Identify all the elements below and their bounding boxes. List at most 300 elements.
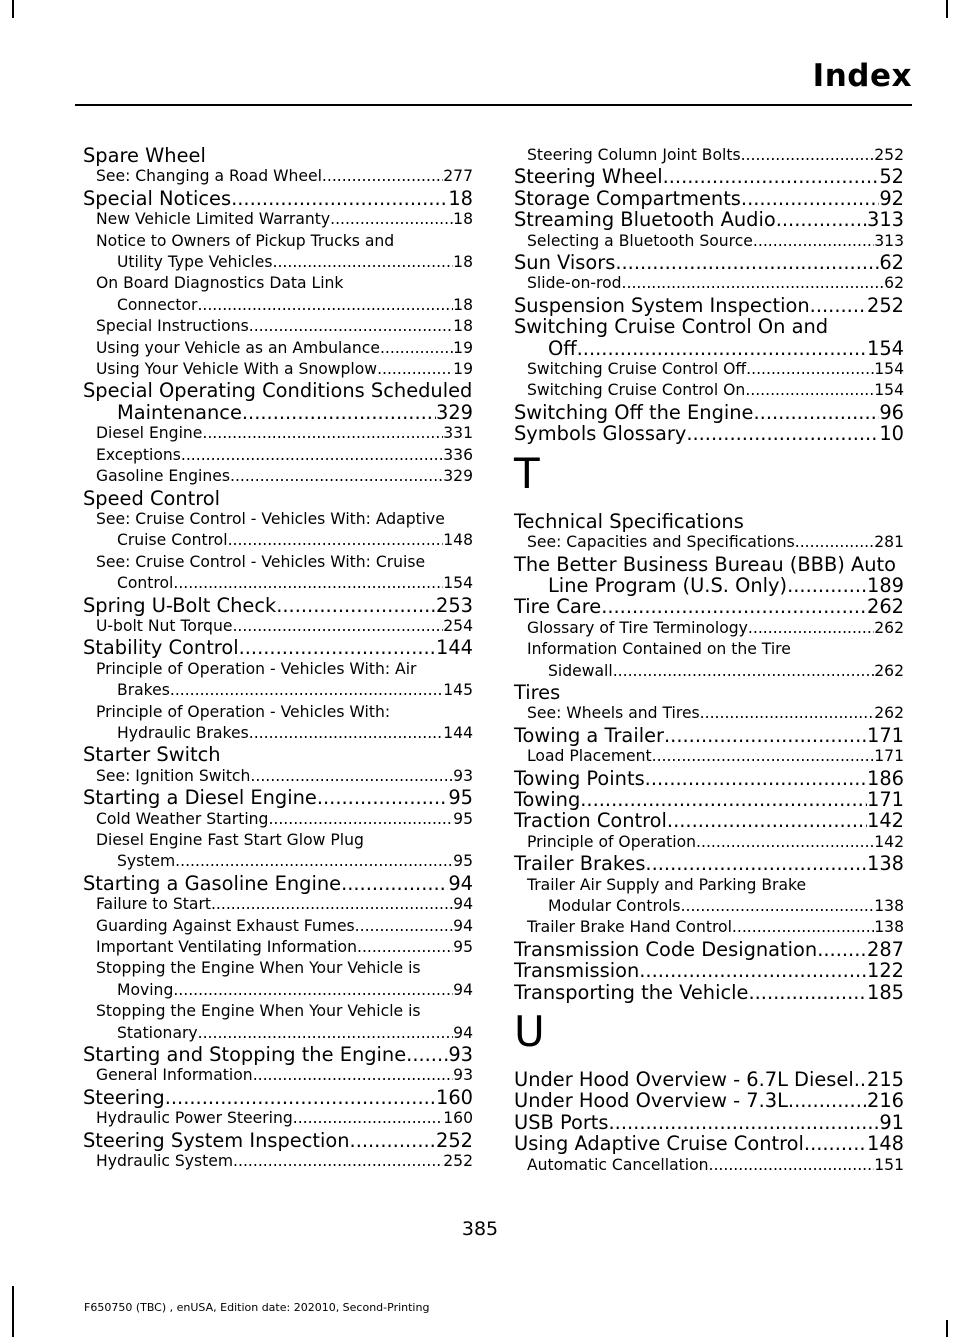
index-subentry <box>83 423 473 444</box>
entry-text: Maintenance <box>117 401 242 424</box>
entry-page-number: 262 <box>874 661 904 680</box>
entry-text: Gasoline Engines <box>96 467 230 486</box>
entry-page-number: 95 <box>453 852 473 871</box>
index-entry <box>83 1087 473 1108</box>
index-entry: The Better Business Bureau (BBB) Auto <box>514 552 897 576</box>
dot-leader <box>667 810 867 831</box>
entry-text: Stability Control <box>83 637 239 659</box>
index-subentry <box>514 703 904 724</box>
page-title: Index <box>812 58 912 94</box>
index-entry <box>83 873 473 894</box>
dot-leader <box>211 894 453 915</box>
dot-leader <box>276 595 436 616</box>
dot-leader <box>406 1044 448 1065</box>
entry-text: Cruise Control <box>117 531 228 550</box>
entry-page-number: 142 <box>866 810 904 832</box>
entry-text: Storage Compartments <box>514 187 741 210</box>
dot-leader <box>350 1130 436 1151</box>
entry-text: See: Capacities and Specifications <box>527 533 795 552</box>
index-subentry <box>514 145 904 166</box>
entry-text: Control <box>117 574 174 593</box>
entry-page-number: 331 <box>443 424 473 443</box>
dot-leader <box>268 809 453 830</box>
index-entry <box>514 209 904 230</box>
dot-leader <box>230 466 443 487</box>
entry-text: Transmission Code Designation <box>514 938 818 961</box>
index-entry <box>514 1090 904 1111</box>
entry-text: Cold Weather Starting <box>96 809 269 828</box>
index-entry: Switching Cruise Control On and <box>514 315 829 339</box>
entry-text: Modular Controls <box>548 897 681 915</box>
entry-page-number: 171 <box>866 788 904 811</box>
dot-leader <box>709 1155 875 1176</box>
dot-leader <box>776 209 867 230</box>
index-subentry <box>83 1151 473 1172</box>
index-subentry <box>83 894 473 915</box>
entry-text: Streaming Bluetooth Audio <box>514 209 776 231</box>
index-entry <box>514 166 904 187</box>
dot-leader <box>663 166 880 187</box>
entry-text: See: Wheels and Tires <box>527 704 700 723</box>
index-subentry <box>514 380 904 401</box>
index-subentry: On Board Diagnostics Data Link <box>96 274 344 293</box>
entry-text: Guarding Against Exhaust Fumes <box>96 916 355 935</box>
index-subentry <box>514 896 904 917</box>
entry-page-number: 262 <box>874 704 904 723</box>
dot-leader <box>198 1023 454 1044</box>
entry-page-number: 160 <box>443 1109 473 1128</box>
entry-text: Switching Cruise Control Off <box>527 360 747 379</box>
index-entry <box>514 338 904 359</box>
dot-leader <box>601 596 867 617</box>
dot-leader <box>645 768 867 789</box>
entry-page-number: 94 <box>453 980 473 999</box>
entry-page-number: 262 <box>866 596 904 618</box>
index-entry <box>83 637 473 658</box>
index-subentry <box>83 980 473 1001</box>
entry-page-number: 277 <box>443 167 473 186</box>
entry-page-number: 252 <box>443 1152 473 1171</box>
index-column-right <box>514 145 904 1176</box>
entry-page-number: 93 <box>453 766 473 785</box>
entry-text: Off <box>548 337 577 360</box>
entry-page-number: 144 <box>443 723 473 742</box>
entry-page-number: 186 <box>866 767 904 789</box>
index-column-left <box>83 145 473 1173</box>
entry-page-number: 62 <box>879 252 904 274</box>
entry-text: Special Notices <box>83 187 232 210</box>
index-entry <box>514 252 904 273</box>
entry-page-number: 252 <box>866 294 904 317</box>
entry-text: Traction Control <box>514 810 667 832</box>
index-entry <box>514 982 904 1003</box>
entry-page-number: 93 <box>448 1044 473 1066</box>
entry-text: Transporting the Vehicle <box>514 981 749 1004</box>
index-entry <box>514 789 904 810</box>
dot-leader <box>170 680 443 701</box>
entry-page-number: 171 <box>874 747 904 766</box>
dot-leader <box>788 1090 867 1111</box>
entry-page-number: 18 <box>448 187 473 210</box>
entry-page-number: 216 <box>866 1090 904 1112</box>
dot-leader <box>613 661 875 682</box>
entry-text: Using your Vehicle as an Ambulance <box>96 338 380 357</box>
index-subentry <box>83 530 473 551</box>
header-divider <box>75 104 912 106</box>
entry-text: Trailer Brake Hand Control <box>527 918 732 937</box>
dot-leader <box>645 853 867 874</box>
index-entry <box>514 1069 904 1090</box>
entry-page-number: 154 <box>443 574 473 593</box>
entry-text: Important Ventilating Information <box>96 938 357 957</box>
entry-page-number: 329 <box>443 467 473 486</box>
entry-text: Stationary <box>117 1023 198 1042</box>
index-entry <box>514 1133 904 1154</box>
index-entry <box>83 787 473 808</box>
entry-text: Starting and Stopping the Engine <box>83 1044 407 1066</box>
index-entry <box>514 939 904 960</box>
index-subentry: See: Cruise Control - Vehicles With: Cruise <box>96 552 426 571</box>
entry-page-number: 154 <box>874 381 904 400</box>
dot-leader <box>609 1112 880 1133</box>
dot-leader <box>745 380 874 401</box>
crop-mark-top-left <box>12 0 14 18</box>
index-section-letter: T <box>514 448 540 498</box>
index-subentry <box>83 445 473 466</box>
index-subentry: Principle of Operation - Vehicles With: Air <box>96 659 417 678</box>
index-entry <box>514 810 904 831</box>
index-entry <box>514 295 904 316</box>
entry-page-number: 122 <box>866 960 904 982</box>
entry-text: Moving <box>117 980 174 999</box>
entry-page-number: 94 <box>453 895 473 914</box>
index-entry <box>83 402 473 423</box>
index-entry <box>83 1044 473 1065</box>
dot-leader <box>197 295 453 316</box>
entry-page-number: 254 <box>443 616 473 635</box>
entry-text: Line Program (U.S. Only) <box>548 574 788 597</box>
entry-page-number: 151 <box>874 1155 904 1174</box>
dot-leader <box>253 1065 453 1086</box>
entry-page-number: 95 <box>453 809 473 828</box>
dot-leader <box>580 789 867 810</box>
index-subentry <box>83 1065 473 1086</box>
index-subentry <box>83 338 473 359</box>
dot-leader <box>741 188 879 209</box>
crop-mark-bottom-left <box>12 1286 14 1337</box>
entry-page-number: 336 <box>443 445 473 464</box>
entry-page-number: 18 <box>453 317 473 336</box>
dot-leader <box>639 960 867 981</box>
entry-text: Connector <box>117 295 198 314</box>
entry-page-number: 93 <box>453 1066 473 1085</box>
entry-text: Exceptions <box>96 445 181 464</box>
index-subentry <box>514 532 904 553</box>
entry-page-number: 18 <box>453 295 473 314</box>
entry-page-number: 94 <box>448 872 473 895</box>
entry-page-number: 10 <box>879 423 904 445</box>
entry-page-number: 92 <box>879 187 904 210</box>
index-entry: Special Operating Conditions Scheduled <box>83 379 473 403</box>
index-subentry <box>514 273 904 294</box>
entry-text: U-bolt Nut Torque <box>96 616 233 635</box>
dot-leader <box>202 423 443 444</box>
dot-leader <box>754 402 880 423</box>
entry-page-number: 281 <box>874 533 904 552</box>
index-entry: Starter Switch <box>83 743 221 767</box>
entry-text: Hydraulic System <box>96 1152 234 1171</box>
entry-page-number: 189 <box>866 574 904 597</box>
entry-text: Hydraulic Brakes <box>117 723 249 742</box>
dot-leader <box>249 316 453 337</box>
index-subentry: Notice to Owners of Pickup Trucks and <box>96 231 395 250</box>
index-section-letter: U <box>514 1007 545 1057</box>
dot-leader <box>322 166 443 187</box>
entry-text: Using Adaptive Cruise Control <box>514 1133 804 1155</box>
entry-page-number: 329 <box>435 401 473 424</box>
entry-text: Special Instructions <box>96 317 249 336</box>
entry-text: Symbols Glossary <box>514 423 687 445</box>
entry-page-number: 148 <box>443 531 473 550</box>
page-number: 385 <box>461 1218 499 1240</box>
entry-page-number: 138 <box>874 918 904 937</box>
dot-leader <box>175 851 453 872</box>
entry-page-number: 253 <box>435 594 473 616</box>
entry-text: Load Placement <box>527 747 652 766</box>
index-entry <box>514 188 904 209</box>
entry-page-number: 94 <box>453 1023 473 1042</box>
entry-text: Using Your Vehicle With a Snowplow <box>96 360 378 379</box>
index-subentry <box>83 209 473 230</box>
entry-page-number: 262 <box>874 618 904 637</box>
dot-leader <box>732 917 874 938</box>
dot-leader <box>273 252 454 273</box>
dot-leader <box>250 766 453 787</box>
entry-text: Steering <box>83 1086 165 1109</box>
index-subentry <box>83 466 473 487</box>
entry-page-number: 287 <box>866 938 904 961</box>
entry-text: Suspension System Inspection <box>514 294 810 317</box>
entry-page-number: 185 <box>866 981 904 1004</box>
dot-leader <box>355 916 453 937</box>
dot-leader <box>810 295 867 316</box>
index-subentry <box>83 316 473 337</box>
index-subentry <box>83 252 473 273</box>
entry-page-number: 94 <box>453 916 473 935</box>
entry-page-number: 145 <box>443 681 473 700</box>
dot-leader <box>239 637 436 658</box>
dot-leader <box>748 618 874 639</box>
entry-page-number: 96 <box>879 401 904 424</box>
dot-leader <box>700 703 875 724</box>
entry-text: See: Ignition Switch <box>96 766 251 785</box>
entry-page-number: 171 <box>866 724 904 747</box>
entry-text: Steering Wheel <box>514 166 663 188</box>
entry-text: New Vehicle Limited Warranty <box>96 210 331 229</box>
entry-text: Transmission <box>514 960 640 982</box>
index-entry <box>514 960 904 981</box>
entry-page-number: 18 <box>453 210 473 229</box>
index-subentry <box>514 917 904 938</box>
dot-leader <box>787 575 867 596</box>
entry-page-number: 91 <box>879 1111 904 1134</box>
dot-leader <box>746 359 874 380</box>
dot-leader <box>231 188 448 209</box>
index-subentry <box>83 359 473 380</box>
crop-mark-top-right <box>946 0 948 18</box>
index-entry <box>83 595 473 616</box>
entry-text: Principle of Operation <box>527 832 697 851</box>
dot-leader <box>228 530 444 551</box>
entry-page-number: 142 <box>874 832 904 851</box>
index-subentry <box>83 766 473 787</box>
dot-leader <box>577 338 867 359</box>
entry-text: Trailer Brakes <box>514 853 646 875</box>
entry-text: Switching Off the Engine <box>514 401 754 424</box>
dot-leader <box>748 982 867 1003</box>
index-subentry <box>83 809 473 830</box>
index-entry <box>83 188 473 209</box>
entry-page-number: 252 <box>435 1129 473 1152</box>
entry-text: Tire Care <box>514 596 602 618</box>
index-subentry: Diesel Engine Fast Start Glow Plug <box>96 831 364 849</box>
dot-leader <box>795 532 874 553</box>
entry-page-number: 52 <box>879 166 904 188</box>
entry-text: Diesel Engine <box>96 424 203 443</box>
dot-leader <box>293 1108 444 1129</box>
index-subentry <box>514 1155 904 1176</box>
index-entry: Speed Control <box>83 486 221 510</box>
entry-text: Sun Visors <box>514 252 616 274</box>
dot-leader <box>173 980 453 1001</box>
index-subentry <box>83 295 473 316</box>
entry-text: Towing <box>514 788 581 811</box>
index-subentry <box>83 916 473 937</box>
footer-edition-info: F650750 (TBC) , enUSA, Edition date: 202010, Second-Printing <box>84 1301 430 1314</box>
entry-text: Failure to Start <box>96 895 211 914</box>
index-entry <box>514 1112 904 1133</box>
dot-leader <box>615 252 879 273</box>
dot-leader <box>232 616 443 637</box>
dot-leader <box>652 746 875 767</box>
entry-page-number: 95 <box>453 938 473 957</box>
entry-page-number: 18 <box>453 253 473 272</box>
entry-page-number: 144 <box>435 637 473 659</box>
dot-leader <box>817 939 867 960</box>
entry-text: General Information <box>96 1066 253 1085</box>
entry-text: See: Changing a Road Wheel <box>96 167 322 186</box>
dot-leader <box>696 832 874 853</box>
entry-page-number: 19 <box>453 360 473 379</box>
dot-leader <box>249 723 443 744</box>
index-subentry <box>514 661 904 682</box>
dot-leader <box>380 338 453 359</box>
dot-leader <box>242 402 436 423</box>
entry-page-number: 160 <box>435 1086 473 1109</box>
entry-text: Spring U-Bolt Check <box>83 594 277 616</box>
index-subentry <box>83 616 473 637</box>
index-subentry <box>514 832 904 853</box>
entry-page-number: 138 <box>866 853 904 875</box>
entry-text: Sidewall <box>548 661 613 680</box>
entry-text: Steering System Inspection <box>83 1129 350 1152</box>
entry-text: System <box>117 852 176 871</box>
entry-page-number: 154 <box>874 360 904 379</box>
index-subentry: See: Cruise Control - Vehicles With: Adaptive <box>96 509 445 528</box>
dot-leader <box>804 1133 867 1154</box>
dot-leader <box>330 209 453 230</box>
entry-text: Glossary of Tire Terminology <box>527 618 748 637</box>
entry-text: Under Hood Overview - 6.7L Diesel <box>514 1069 854 1091</box>
index-subentry <box>83 573 473 594</box>
entry-text: Hydraulic Power Steering <box>96 1109 293 1128</box>
entry-text: Starting a Gasoline Engine <box>83 872 342 895</box>
entry-text: Selecting a Bluetooth Source <box>527 231 753 250</box>
crop-mark-bottom-right <box>946 1320 948 1337</box>
dot-leader <box>622 273 885 294</box>
entry-text: USB Ports <box>514 1111 609 1134</box>
index-subentry: Principle of Operation - Vehicles With: <box>96 702 391 721</box>
index-subentry <box>83 937 473 958</box>
entry-text: Towing Points <box>514 767 645 789</box>
index-subentry: Trailer Air Supply and Parking Brake <box>527 875 807 894</box>
dot-leader <box>341 873 448 894</box>
index-entry <box>514 725 904 746</box>
index-entry <box>514 596 904 617</box>
entry-text: Starting a Diesel Engine <box>83 787 317 809</box>
entry-text: Under Hood Overview - 7.3L <box>514 1090 788 1112</box>
entry-text: Utility Type Vehicles <box>117 253 273 272</box>
entry-page-number: 138 <box>874 897 904 915</box>
dot-leader <box>753 231 874 252</box>
index-entry: Technical Specifications <box>514 509 744 533</box>
entry-text: Switching Cruise Control On <box>527 381 746 400</box>
index-subentry <box>514 231 904 252</box>
entry-text: Towing a Trailer <box>514 724 664 747</box>
dot-leader <box>686 423 879 444</box>
index-subentry <box>83 1023 473 1044</box>
index-entry <box>514 575 904 596</box>
index-subentry <box>83 851 473 872</box>
dot-leader <box>681 896 875 917</box>
index-subentry <box>83 680 473 701</box>
entry-page-number: 154 <box>866 337 904 360</box>
index-entry <box>514 853 904 874</box>
index-entry: Spare Wheel <box>83 144 206 167</box>
dot-leader <box>357 937 453 958</box>
entry-page-number: 148 <box>866 1133 904 1155</box>
dot-leader <box>233 1151 443 1172</box>
index-subentry: Stopping the Engine When Your Vehicle is <box>96 959 421 978</box>
dot-leader <box>165 1087 436 1108</box>
entry-page-number: 313 <box>874 231 904 250</box>
entry-text: Brakes <box>117 681 170 700</box>
entry-page-number: 252 <box>874 146 904 164</box>
index-subentry <box>83 166 473 187</box>
dot-leader <box>664 725 867 746</box>
index-entry: Tires <box>514 680 561 704</box>
dot-leader <box>317 787 448 808</box>
entry-page-number: 215 <box>866 1069 904 1091</box>
entry-page-number: 313 <box>866 209 904 231</box>
index-subentry: Information Contained on the Tire <box>527 640 791 659</box>
entry-text: Slide-on-rod <box>527 274 622 293</box>
index-subentry <box>83 1108 473 1129</box>
dot-leader <box>741 145 875 166</box>
entry-page-number: 95 <box>448 787 473 809</box>
index-entry <box>514 768 904 789</box>
entry-text: Automatic Cancellation <box>527 1155 709 1174</box>
